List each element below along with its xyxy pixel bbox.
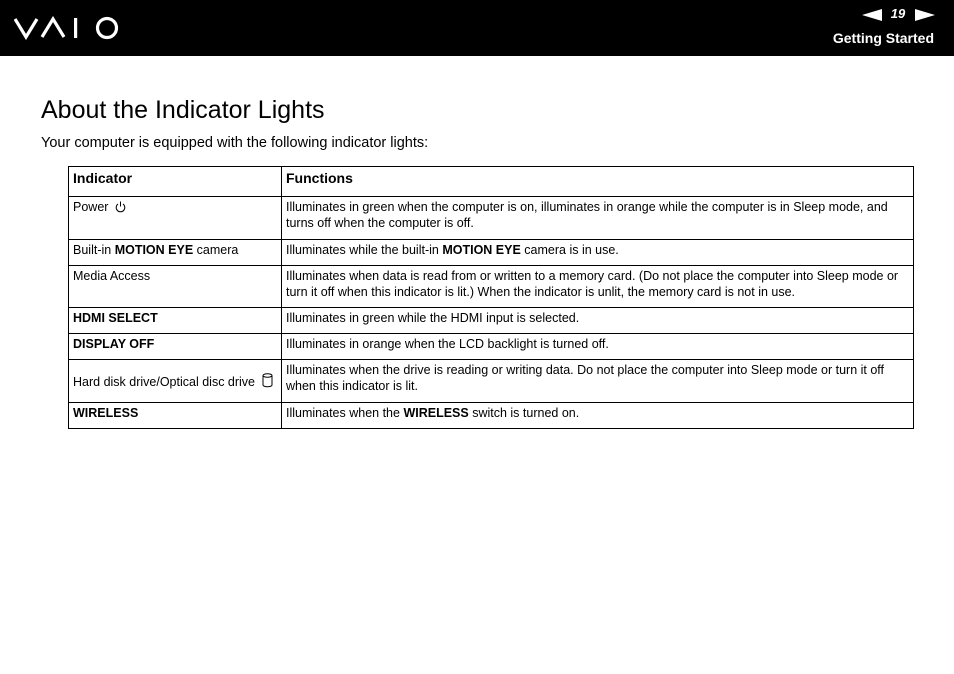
indicator-cell <box>69 308 282 334</box>
table-header-row <box>69 167 914 197</box>
indicator-label-pre: Built-in <box>73 243 115 257</box>
table-row <box>69 334 914 360</box>
table-row <box>69 266 914 308</box>
function-cell <box>282 240 914 266</box>
function-cell: Illuminates in green while the HDMI input is selected. <box>282 308 914 334</box>
function-text-pre: Illuminates when the <box>286 406 404 420</box>
indicator-label: DISPLAY OFF <box>73 337 155 351</box>
indicator-cell <box>69 334 282 360</box>
indicator-label: HDMI SELECT <box>73 311 158 325</box>
intro-text: Your computer is equipped with the following indicator lights: <box>41 135 429 151</box>
table-row <box>69 308 914 334</box>
indicator-label: Hard disk drive/Optical disc drive <box>73 374 256 389</box>
function-text-pre: Illuminates while the built-in <box>286 243 443 257</box>
function-cell: Illuminates in orange when the LCD backlight is turned off. <box>282 334 914 360</box>
indicator-cell <box>69 403 282 429</box>
function-text-post: camera is in use. <box>520 243 619 257</box>
section-title: Getting Started <box>832 30 934 46</box>
indicator-cell: Media Access <box>69 266 282 308</box>
power-icon <box>115 201 126 213</box>
page-header <box>0 0 954 56</box>
page-title: About the Indicator Lights <box>41 96 325 124</box>
indicator-table <box>68 166 914 429</box>
indicator-cell <box>69 240 282 266</box>
vaio-logo <box>14 16 120 40</box>
table-row <box>69 240 914 266</box>
indicator-label-post: camera <box>193 243 239 257</box>
next-page-icon[interactable] <box>915 9 935 21</box>
function-cell: Illuminates in green when the computer is on, illuminates in orange while the computer is in Sleep mode, and turns off when the computer is off. <box>282 197 914 240</box>
indicator-label: WIRELESS <box>73 406 139 420</box>
table-row <box>69 360 914 403</box>
indicator-cell <box>69 197 282 240</box>
indicator-label-bold: MOTION EYE <box>114 243 194 257</box>
page-number: 19 <box>890 6 906 21</box>
function-cell: Illuminates when the drive is reading or writing data. Do not place the computer into Sleep mode or turn it off when this indicator is lit. <box>282 360 914 403</box>
function-text-post: switch is turned on. <box>468 406 580 420</box>
indicator-cell <box>69 360 282 403</box>
table-row <box>69 197 914 240</box>
function-cell <box>282 403 914 429</box>
column-header-indicator: Indicator <box>69 167 282 197</box>
indicator-label: Power <box>73 200 109 214</box>
function-text-bold: MOTION EYE <box>442 243 521 257</box>
disk-drive-icon <box>262 373 273 388</box>
previous-page-icon[interactable] <box>862 9 882 21</box>
function-cell: Illuminates when data is read from or written to a memory card. (Do not place the computer into Sleep mode or turn it off when this indicator is lit.) When the indicator is unlit, the memory card is not in use. <box>282 266 914 308</box>
function-text-bold: WIRELESS <box>403 406 469 420</box>
table-row <box>69 403 914 429</box>
column-header-functions: Functions <box>282 167 914 197</box>
